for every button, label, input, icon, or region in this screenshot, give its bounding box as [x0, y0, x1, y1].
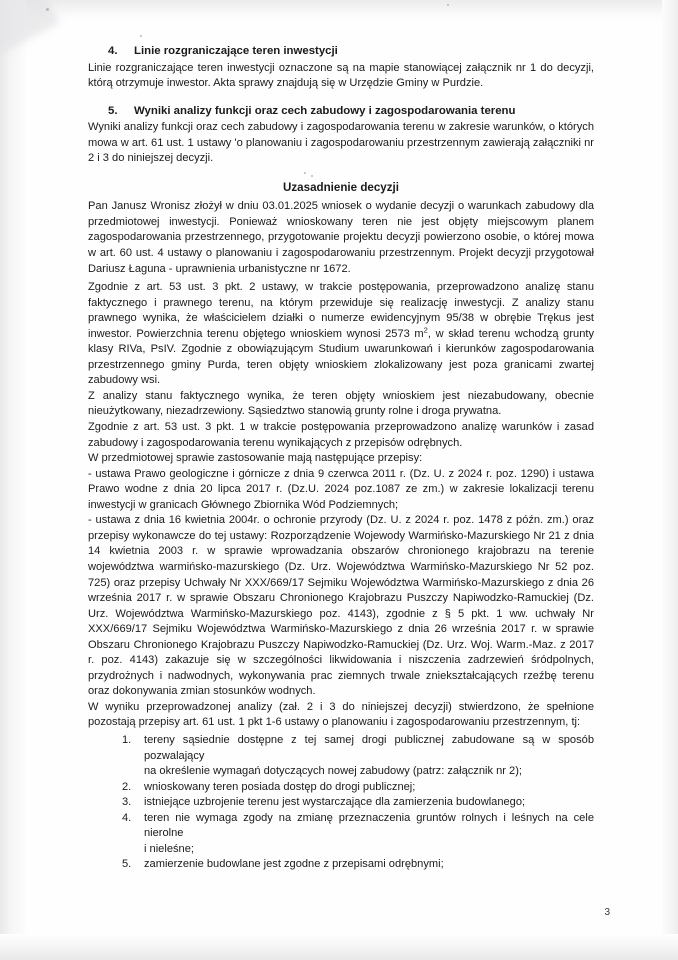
list-item-text: wnioskowany teren posiada dostęp do drogi publicznej;	[144, 780, 416, 793]
list-item-text: istniejące uzbrojenie terenu jest wystarczające dla zamierzenia budowlanego;	[144, 796, 526, 809]
justification-paragraph-2-text: Zgodnie z art. 53 ust. 3 pkt. 2 ustawy, w trakcie postępowania, przeprowadzono analizę stanu faktycznego i prawnego terenu, na którym przewiduje się realizację inwestycji. Z analizy stanu prawnego wynika, że właścicielem działki o numerze ewidencyjnym 95/38 w obrębie Trękus jest inwestor.	[88, 281, 594, 340]
section-heading-4	[88, 44, 594, 60]
section-number: 4.	[108, 45, 118, 57]
scan-corner-artifact	[0, 0, 60, 55]
list-item	[122, 811, 594, 858]
scan-speck	[447, 4, 449, 6]
list-item-marker: 5.	[122, 858, 132, 871]
scan-edge-shading-top	[0, 0, 678, 22]
list-item-text: zamierzenie budowlane jest zgodne z przepisami odrębnymi;	[144, 858, 444, 871]
justification-paragraph-4: Zgodnie z art. 53 ust. 3 pkt. 1 w trakcie postępowania przeprowadzono analizę warunków i zasad zabudowy i zagospodarowania terenu wynikających z przepisów odrębnych.	[88, 421, 594, 449]
list-item-text: teren nie wymaga zgody na zmianę przeznaczenia gruntów rolnych i leśnych na cele nierolne	[144, 811, 594, 840]
justification-paragraph-3: Z analizy stanu faktycznego wynika, że teren objęty wnioskiem jest niezabudowany, obecnie nieużytkowany, niezadrzewiony. Sąsiedztwo stanowią grunty rolne i droga prywatna.	[88, 389, 594, 418]
justification-heading: Uzasadnienie decyzji	[283, 180, 399, 194]
list-item	[122, 795, 594, 811]
section-heading-5	[88, 104, 594, 120]
scan-speck	[140, 35, 142, 37]
conclusion-intro-paragraph: W wyniku przeprowadzonej analizy (zał. 2 i 3 do niniejszej decyzji) stwierdzono, że spełnione pozostają przepisy art. 61 ust. 1 pkt 1-6 ustawy o planowaniu i zagospodarowaniu przestrzennym, tj:	[88, 700, 594, 729]
list-item-subline: na określenie wymagań dotyczących nowej zabudowy (patrz: załącznik nr 2);	[144, 765, 522, 778]
list-item-marker: 2.	[122, 780, 132, 793]
section-number: 5.	[108, 104, 118, 117]
list-item-text: tereny sąsiednie dostępne z tej samej drogi publicznej zabudowane są w sposób pozwalający	[144, 733, 594, 762]
list-item	[122, 780, 594, 796]
list-item	[122, 733, 594, 780]
section-title: Wyniki analizy funkcji oraz cech zabudowy i zagospodarowania terenu	[134, 104, 516, 117]
list-item-subline: i nieleśne;	[144, 842, 194, 855]
section-title: Linie rozgraniczające teren inwestycji	[134, 45, 338, 57]
list-item	[122, 857, 594, 873]
justification-paragraph-1: Pan Janusz Wronisz złożył w dniu 03.01.2025 wniosek o wydanie decyzji o warunkach zabudowy dla przedmiotowej inwestycji. Ponieważ wnioskowany teren nie jest objęty miejscowym planem zagospodarowania przestrzennego, przygotowanie projektu decyzji powierzono osobie, o której mowa w art. 60 ust. 4 ustawy o planowaniu i zagospodarowaniu przestrzennym. Projekt decyzji przygotował Dariusz Łaguna - uprawnienia urbanistyczne nr 1672.	[88, 200, 594, 275]
scan-edge-shading-bottom	[0, 934, 678, 960]
justification-paragraph-2	[88, 280, 594, 389]
conditions-list	[88, 733, 594, 873]
scan-edge-shading-right	[662, 0, 678, 960]
list-item-marker: 3.	[122, 796, 132, 809]
section-4-paragraph: Linie rozgraniczające teren inwestycji oznaczone są na mapie stanowiącej załącznik nr 1 do decyzji, którą otrzymuje inwestor. Akta sprawy znajdują się w Urzędzie Gminy w Purdzie.	[88, 61, 594, 90]
regulation-item-1: - ustawa Prawo geologiczne i górnicze z dnia 9 czerwca 2011 r. (Dz. U. z 2024 r. poz. 1290) i ustawa Prawo wodne z dnia 20 lipca 2017 r. (Dz.U. 2024 poz.1087 ze zm.) w zakresie lokalizacji terenu inwestycji w granicach Głównego Zbiornika Wód Podziemnych;	[88, 467, 594, 511]
list-item-marker: 1.	[122, 733, 132, 746]
document-body	[88, 44, 594, 873]
scan-speck	[46, 8, 49, 11]
section-5-paragraph: Wyniki analizy funkcji oraz cech zabudowy i zagospodarowania terenu w zakresie warunków, o których mowa w art. 61 ust. 1 ustawy 'o planowaniu i zagospodarowaniu przestrzennym zawierają załączniki nr 2 i 3 do niniejszej decyzji.	[88, 121, 594, 165]
scan-edge-shading-left	[0, 0, 26, 960]
justification-paragraph-5: W przedmiotowej sprawie zastosowanie mają następujące przepisy:	[88, 452, 423, 465]
area-sentence-part2: , w skład terenu wchodzą grunty klasy RIVa, PsIV. Zgodnie z obowiązującym Studium uwarunkowań i kierunków zagospodarowania przestrzennego gminy Purda, teren objęty wnioskiem zlokalizowany jest poza granicami zwartej zabudowy wsi.	[88, 327, 594, 387]
list-item-marker: 4.	[122, 811, 132, 824]
page-number: 3	[604, 907, 610, 918]
regulation-item-2: - ustawa z dnia 16 kwietnia 2004r. o ochronie przyrody (Dz. U. z 2024 r. poz. 1478 z późn. zm.) oraz przepisy wykonawcze do tej ustawy: Rozporządzenie Wojewody Warmińsko-Mazurskiego Nr 21 z dnia 14 kwietnia 2003 r. w sprawie wprowadzania obszarów chronionego krajobrazu na terenie województwa warmińsko-mazurskiego (Dz. Urz. Województwa Warmińsko-Mazurskiego Nr 52 poz. 725) oraz przepisy Uchwały Nr XXX/669/17 Sejmiku Województwa Warmińsko-Mazurskiego z dnia 26 września 2017 r. w sprawie Obszaru Chronionego Krajobrazu Puszczy Napiwodzko-Ramuckiej (Dz. Urz. Województwa Warmińsko-Mazurskiego poz. 4143), zgodnie z § 5 pkt. 1 ww. uchwały Nr XXX/669/17 Sejmiku Województwa Warmińsko-Mazurskiego z dnia 26 września 2017 r. w sprawie Obszaru Chronionego Krajobrazu Puszczy Napiwodzko-Ramuckiej (Dz. Urz. Woj. Warm.-Maz. z 2017 r. poz. 4143) zakazuje się w szczególności likwidowania i niszczenia zadrzewień śródpolnych, przydrożnych i nadwodnych, wykonywania prac ziemnych trwale zniekształcających rzeźbę terenu oraz dokonywania zmian stosunków wodnych.	[88, 514, 594, 698]
area-sentence-part1: Powierzchnia terenu objętego wnioskiem wynosi 2573 m	[136, 327, 424, 340]
square-meter-exponent: 2	[423, 325, 428, 335]
